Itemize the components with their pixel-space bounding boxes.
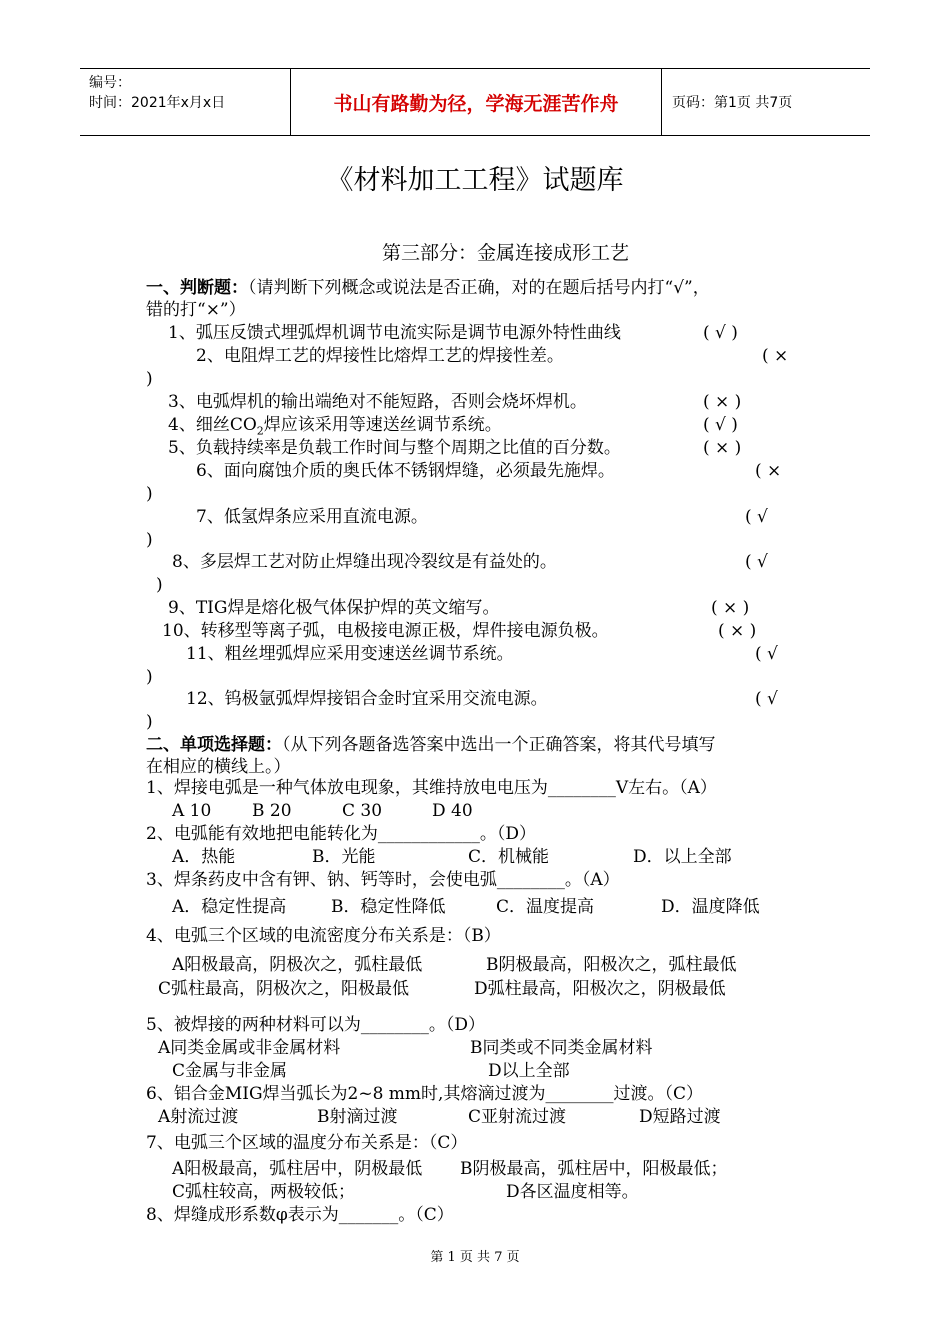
q5-option-c: C金属与非金属 — [172, 1061, 288, 1081]
q6-option-a: A射流过渡 — [158, 1107, 239, 1127]
judge-item-4-b: 焊应该采用等速送丝调节系统。 — [263, 415, 502, 435]
judge-close-2: ) — [146, 369, 153, 389]
q4-option-b: B阴极最高，阳极次之，弧柱最低 — [486, 955, 737, 975]
judge-item-3: 3、电弧焊机的输出端绝对不能短路，否则会烧坏焊机。 — [168, 392, 587, 412]
judge-answer-2: ( × — [762, 346, 789, 366]
question-5: 5、被焊接的两种材料可以为________。（D） — [146, 1015, 485, 1035]
judge-item-4-a: 4、细丝CO — [168, 415, 257, 435]
judge-heading-line — [146, 277, 710, 299]
q4-option-c: C弧柱最高，阴极次之，阳极最低 — [158, 979, 410, 999]
q5-option-b: B同类或不同类金属材料 — [470, 1038, 653, 1058]
judge-item-2: 2、电阻焊工艺的焊接性比熔焊工艺的焊接性差。 — [196, 346, 564, 366]
judge-item-1: 1、弧压反馈式埋弧焊机调节电流实际是调节电源外特性曲线 — [168, 323, 621, 343]
judge-item-4-sub: 2 — [256, 424, 264, 438]
choice-instruction: （从下列各题备选答案中选出一个正确答案，将其代号填写 — [282, 735, 716, 755]
judge-item-8: 8、多层焊工艺对防止焊缝出现冷裂纹是有益处的。 — [172, 552, 557, 572]
q3-option-c: C．温度提高 — [496, 897, 595, 917]
q2-option-d: D．以上全部 — [633, 847, 732, 867]
q1-option-c: C 30 — [342, 801, 383, 821]
judge-answer-12: ( √ — [755, 689, 778, 709]
q7-option-a: A阳极最高，弧柱居中，阴极最低 — [172, 1159, 423, 1179]
judge-answer-7: ( √ — [745, 507, 768, 527]
doc-time-label: 时间：2021年x月x日 — [89, 95, 226, 111]
q3-option-b: B．稳定性降低 — [331, 897, 446, 917]
header-meta — [80, 69, 291, 135]
judge-answer-1: ( √ ) — [703, 323, 738, 343]
header-page-info: 页码：第1页 共7页 — [672, 95, 793, 111]
judge-answer-11: ( √ — [755, 644, 778, 664]
q7-option-b: B阴极最高，弧柱居中，阳极最低； — [460, 1159, 728, 1179]
question-7: 7、电弧三个区域的温度分布关系是：（C） — [146, 1133, 468, 1153]
q4-option-d: D弧柱最高，阳极次之，阴极最低 — [474, 979, 726, 999]
question-3: 3、焊条药皮中含有钾、钠、钙等时，会使电弧________。（A） — [146, 870, 620, 890]
judge-instruction-cont: 错的打“×”） — [146, 300, 246, 320]
q1-option-a: A 10 — [172, 801, 212, 821]
q2-option-b: B．光能 — [312, 847, 376, 867]
judge-close-8: ) — [156, 575, 163, 595]
q5-option-a: A同类金属或非金属材料 — [158, 1038, 341, 1058]
q6-option-c: C亚射流过渡 — [468, 1107, 567, 1127]
choice-heading: 二、单项选择题： — [146, 735, 282, 755]
question-1: 1、焊接电弧是一种气体放电现象，其维持放电电压为________V左右。（A） — [146, 778, 717, 798]
choice-heading-line — [146, 734, 716, 756]
doc-number-label: 编号： — [89, 75, 131, 91]
judge-item-6: 6、面向腐蚀介质的奥氏体不锈钢焊缝，必须最先施焊。 — [196, 461, 615, 481]
judge-close-7: ) — [146, 530, 153, 550]
q4-option-a: A阳极最高，阴极次之，弧柱最低 — [172, 955, 423, 975]
q2-option-a: A．热能 — [172, 847, 236, 867]
judge-close-11: ) — [146, 667, 153, 687]
choice-instruction-cont: 在相应的横线上。） — [146, 757, 291, 777]
judge-answer-3: ( × ) — [703, 392, 742, 412]
q7-option-d: D各区温度相等。 — [506, 1182, 639, 1202]
judge-instruction: （请判断下列概念或说法是否正确，对的在题后括号内打“√”， — [248, 278, 710, 298]
section-subtitle: 第三部分：金属连接成形工艺 — [382, 242, 630, 264]
question-4: 4、电弧三个区域的电流密度分布关系是：（B） — [146, 926, 501, 946]
judge-answer-4: ( √ ) — [703, 415, 738, 435]
judge-answer-6: ( × — [755, 461, 782, 481]
judge-item-11: 11、粗丝埋弧焊应采用变速送丝调节系统。 — [186, 644, 514, 664]
q7-option-c: C弧柱较高，两极较低； — [172, 1182, 356, 1202]
judge-item-10: 10、转移型等离子弧，电极接电源正极，焊件接电源负极。 — [162, 621, 609, 641]
page-header — [80, 68, 870, 136]
judge-answer-10: ( × ) — [718, 621, 757, 641]
judge-close-12: ) — [146, 712, 153, 732]
judge-answer-9: ( × ) — [711, 598, 750, 618]
doc-title: 《材料加工工程》试题库 — [326, 165, 624, 196]
judge-item-7: 7、低氢焊条应采用直流电源。 — [196, 507, 428, 527]
page-footer: 第 1 页 共 7 页 — [430, 1250, 520, 1265]
q1-option-b: B 20 — [252, 801, 292, 821]
judge-heading: 一、判断题： — [146, 278, 248, 298]
q3-option-d: D．温度降低 — [661, 897, 760, 917]
judge-answer-5: ( × ) — [703, 438, 742, 458]
q1-option-d: D 40 — [432, 801, 473, 821]
q5-option-d: D以上全部 — [488, 1061, 570, 1081]
judge-item-5: 5、负载持续率是负载工作时间与整个周期之比值的百分数。 — [168, 438, 621, 458]
question-8: 8、焊缝成形系数φ表示为_______。（C） — [146, 1205, 454, 1225]
question-6: 6、铝合金MIG焊当弧长为2~8 mm时,其熔滴过渡为________过渡。（C） — [146, 1084, 703, 1104]
judge-item-9: 9、TIG焊是熔化极气体保护焊的英文缩写。 — [168, 598, 500, 618]
q6-option-d: D短路过渡 — [639, 1107, 721, 1127]
question-2: 2、电弧能有效地把电能转化为____________。（D） — [146, 824, 536, 844]
q2-option-c: C．机械能 — [468, 847, 550, 867]
header-motto: 书山有路勤为径，学海无涯苦作舟 — [291, 69, 662, 135]
judge-answer-8: ( √ — [745, 552, 768, 572]
q3-option-a: A．稳定性提高 — [172, 897, 287, 917]
judge-item-12: 12、钨极氩弧焊焊接铝合金时宜采用交流电源。 — [186, 689, 548, 709]
q6-option-b: B射滴过渡 — [317, 1107, 398, 1127]
judge-close-6: ) — [146, 484, 153, 504]
